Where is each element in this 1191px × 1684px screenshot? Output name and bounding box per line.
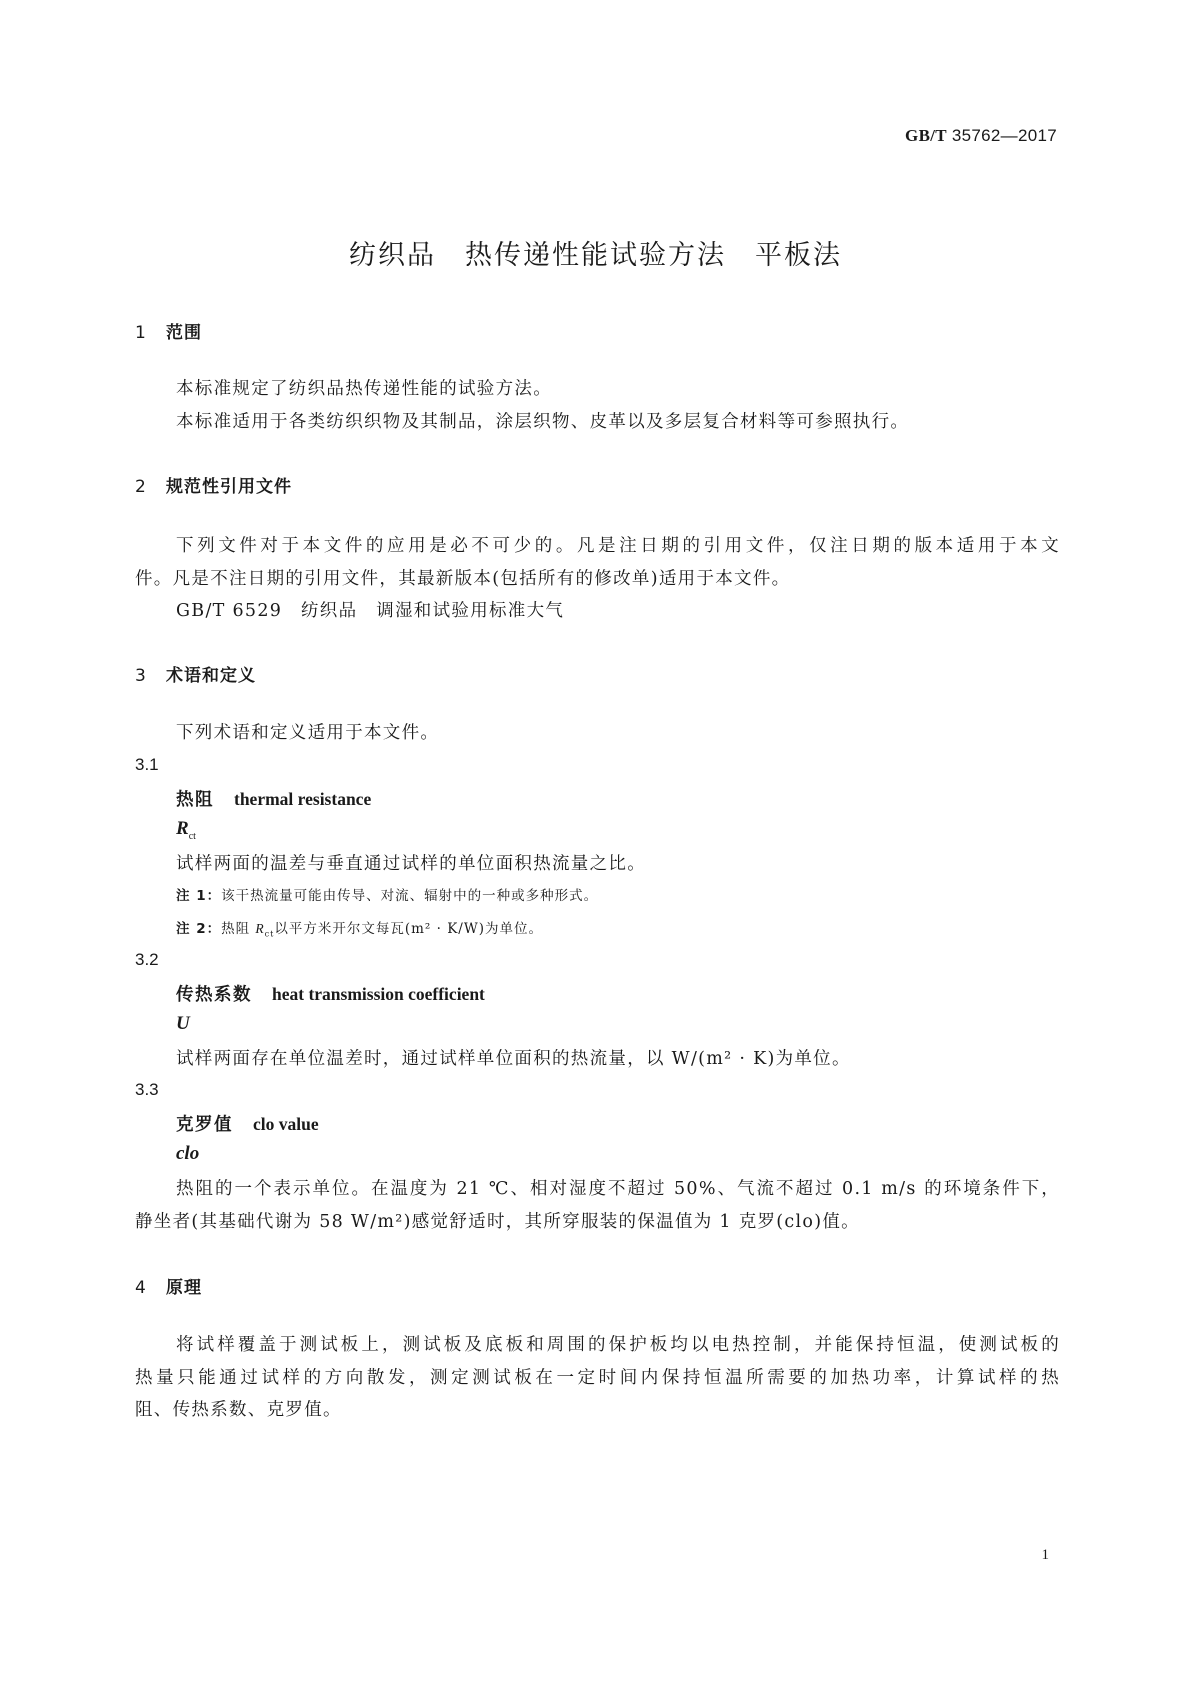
symbol-subscript: ct (188, 830, 196, 842)
term-number: 3.2 (135, 950, 159, 969)
note-2 (176, 917, 543, 939)
standard-number: 35762—2017 (951, 126, 1057, 145)
principle-line-2: 热量只能通过试样的方向散发，测定测试板在一定时间内保持恒温所需要的加热功率，计算试样的热 (135, 1368, 1060, 1388)
term-symbol: clo (176, 1143, 200, 1164)
term-chinese: 热阻 (176, 790, 214, 810)
term-entry-clo-value (176, 1111, 319, 1136)
term-english: thermal resistance (234, 789, 372, 809)
section-number: 3 (135, 666, 146, 686)
term-entry-heat-transmission-coefficient (176, 981, 485, 1006)
term-english: clo value (253, 1114, 319, 1134)
scope-paragraph-1: 本标准规定了纺织品热传递性能的试验方法。 (176, 379, 552, 399)
term-number: 3.1 (135, 755, 159, 774)
note-text: 该干热流量可能由传导、对流、辐射中的一种或多种形式。 (221, 888, 599, 904)
term-symbol: U (176, 1013, 190, 1034)
section-number: 4 (135, 1278, 146, 1298)
term-definition-line-1: 热阻的一个表示单位。在温度为 21 ℃、相对湿度不超过 50%、气流不超过 0.1 m/s 的环境条件下， (176, 1179, 1060, 1199)
normative-reference: GB/T 6529 纺织品 调湿和试验用标准大气 (176, 601, 565, 621)
section-4-heading (135, 1273, 202, 1298)
principle-line-1: 将试样覆盖于测试板上，测试板及底板和周围的保护板均以电热控制，并能保持恒温，使测试板的 (176, 1335, 1060, 1355)
note-symbol-subscript: ct (264, 929, 275, 939)
note-text-post: 以平方米开尔文每瓦(m² · K/W)为单位。 (274, 921, 543, 937)
terms-intro: 下列术语和定义适用于本文件。 (176, 723, 440, 743)
note-1 (176, 884, 598, 904)
note-symbol: R (255, 921, 265, 936)
section-number: 2 (135, 477, 146, 497)
page-number: 1 (1041, 1547, 1049, 1563)
normative-paragraph-line-2: 件。凡是不注日期的引用文件，其最新版本(包括所有的修改单)适用于本文件。 (135, 569, 791, 589)
section-title: 规范性引用文件 (166, 477, 292, 497)
scope-paragraph-2: 本标准适用于各类纺织织物及其制品，涂层织物、皮革以及多层复合材料等可参照执行。 (176, 412, 910, 432)
note-label: 注 1： (176, 888, 222, 904)
term-entry-thermal-resistance (176, 786, 371, 811)
standard-code (905, 126, 1057, 146)
section-title: 原理 (166, 1278, 202, 1298)
term-english: heat transmission coefficient (272, 984, 485, 1004)
term-chinese: 传热系数 (176, 985, 252, 1005)
section-2-heading (135, 472, 292, 497)
symbol-letter: R (176, 818, 189, 839)
normative-paragraph-line-1: 下列文件对于本文件的应用是必不可少的。凡是注日期的引用文件，仅注日期的版本适用于本文 (176, 536, 1060, 556)
section-3-heading (135, 661, 256, 686)
term-definition: 试样两面存在单位温差时，通过试样单位面积的热流量，以 W/(m² · K)为单位。 (176, 1049, 851, 1069)
section-title: 术语和定义 (166, 666, 256, 686)
section-number: 1 (135, 323, 146, 343)
section-title: 范围 (166, 323, 202, 343)
standard-prefix: GB/T (905, 126, 947, 145)
term-definition-line-2: 静坐者(其基础代谢为 58 W/m²)感觉舒适时，其所穿服装的保温值为 1 克罗(clo)值。 (135, 1212, 860, 1232)
term-definition: 试样两面的温差与垂直通过试样的单位面积热流量之比。 (176, 854, 646, 874)
term-chinese: 克罗值 (176, 1115, 233, 1135)
document-title: 纺织品 热传递性能试验方法 平板法 (349, 240, 842, 271)
term-symbol (176, 818, 196, 842)
note-text-pre: 热阻 (221, 921, 256, 937)
term-number: 3.3 (135, 1080, 159, 1099)
section-1-heading (135, 318, 202, 343)
principle-line-3: 阻、传热系数、克罗值。 (135, 1400, 342, 1420)
note-label: 注 2： (176, 921, 222, 937)
